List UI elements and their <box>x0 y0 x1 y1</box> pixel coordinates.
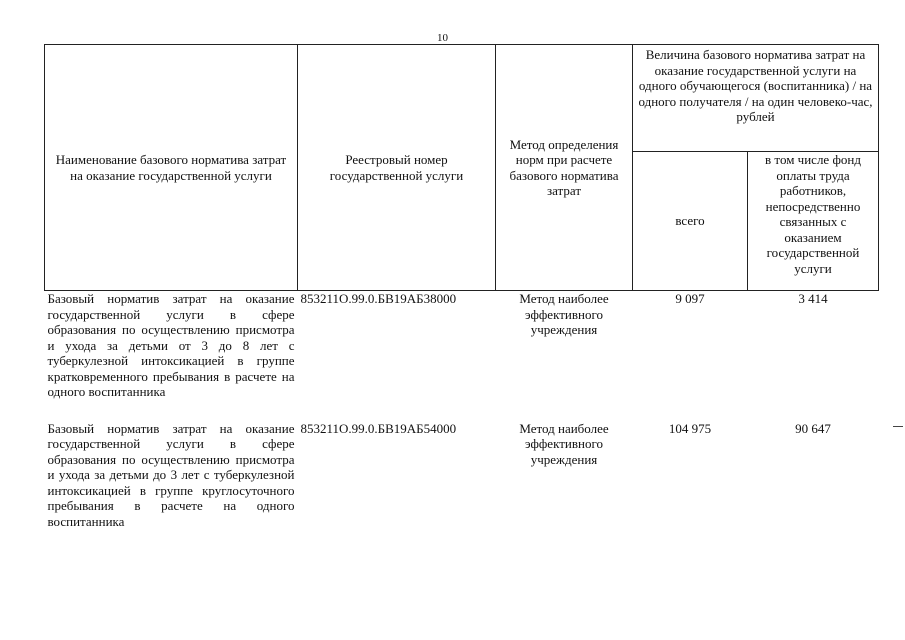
row-total: 9 097 <box>675 291 705 306</box>
header-row-top <box>45 45 879 152</box>
table-row <box>45 291 879 400</box>
row-total: 104 975 <box>668 420 712 436</box>
header-method: Метод определения норм при расчете базового норматива затрат <box>496 45 633 291</box>
header-fund: в том числе фонд оплаты труда работников, непосредственно связанных с оказанием государственной услуги <box>748 152 879 291</box>
row-fund: 90 647 <box>795 420 831 436</box>
row-code: 853211О.99.0.БВ19АБ38000 <box>300 291 457 306</box>
row-fund: 3 414 <box>798 291 828 306</box>
row-method: Метод наиболее эффективного учреждения <box>519 420 609 467</box>
norms-table <box>44 44 879 529</box>
row-code: 853211О.99.0.БВ19АБ54000 <box>300 420 457 436</box>
row-name: Базовый норматив затрат на оказание государственной услуги в сфере образования по осуществлению присмотра и ухода за детьми до 3 лет с туберкулезной интоксикацией в группе круглосуточного пребывания в расчете на одного воспитанника <box>47 420 295 529</box>
header-total: всего <box>633 152 748 291</box>
row-method: Метод наиболее эффективного учреждения <box>519 291 609 337</box>
row-name: Базовый норматив затрат на оказание государственной услуги в сфере образования по осуществлению присмотра и ухода за детьми от 3 до 8 лет с туберкулезной интоксикацией в группе кратковременного пребывания в расчете на одного воспитанника <box>47 291 295 399</box>
header-value-group: Величина базового норматива затрат на оказание государственной услуги на одного обучающегося (воспитанника) / на одного получателя / на один человеко-час, рублей <box>633 45 879 152</box>
header-code: Реестровый номер государственной услуги <box>298 45 496 291</box>
page-number: 10 <box>437 32 448 44</box>
margin-tick <box>893 426 903 427</box>
row-spacer <box>45 400 879 421</box>
header-name: Наименование базового норматива затрат на оказание государственной услуги <box>45 45 298 291</box>
table-row <box>45 421 879 530</box>
